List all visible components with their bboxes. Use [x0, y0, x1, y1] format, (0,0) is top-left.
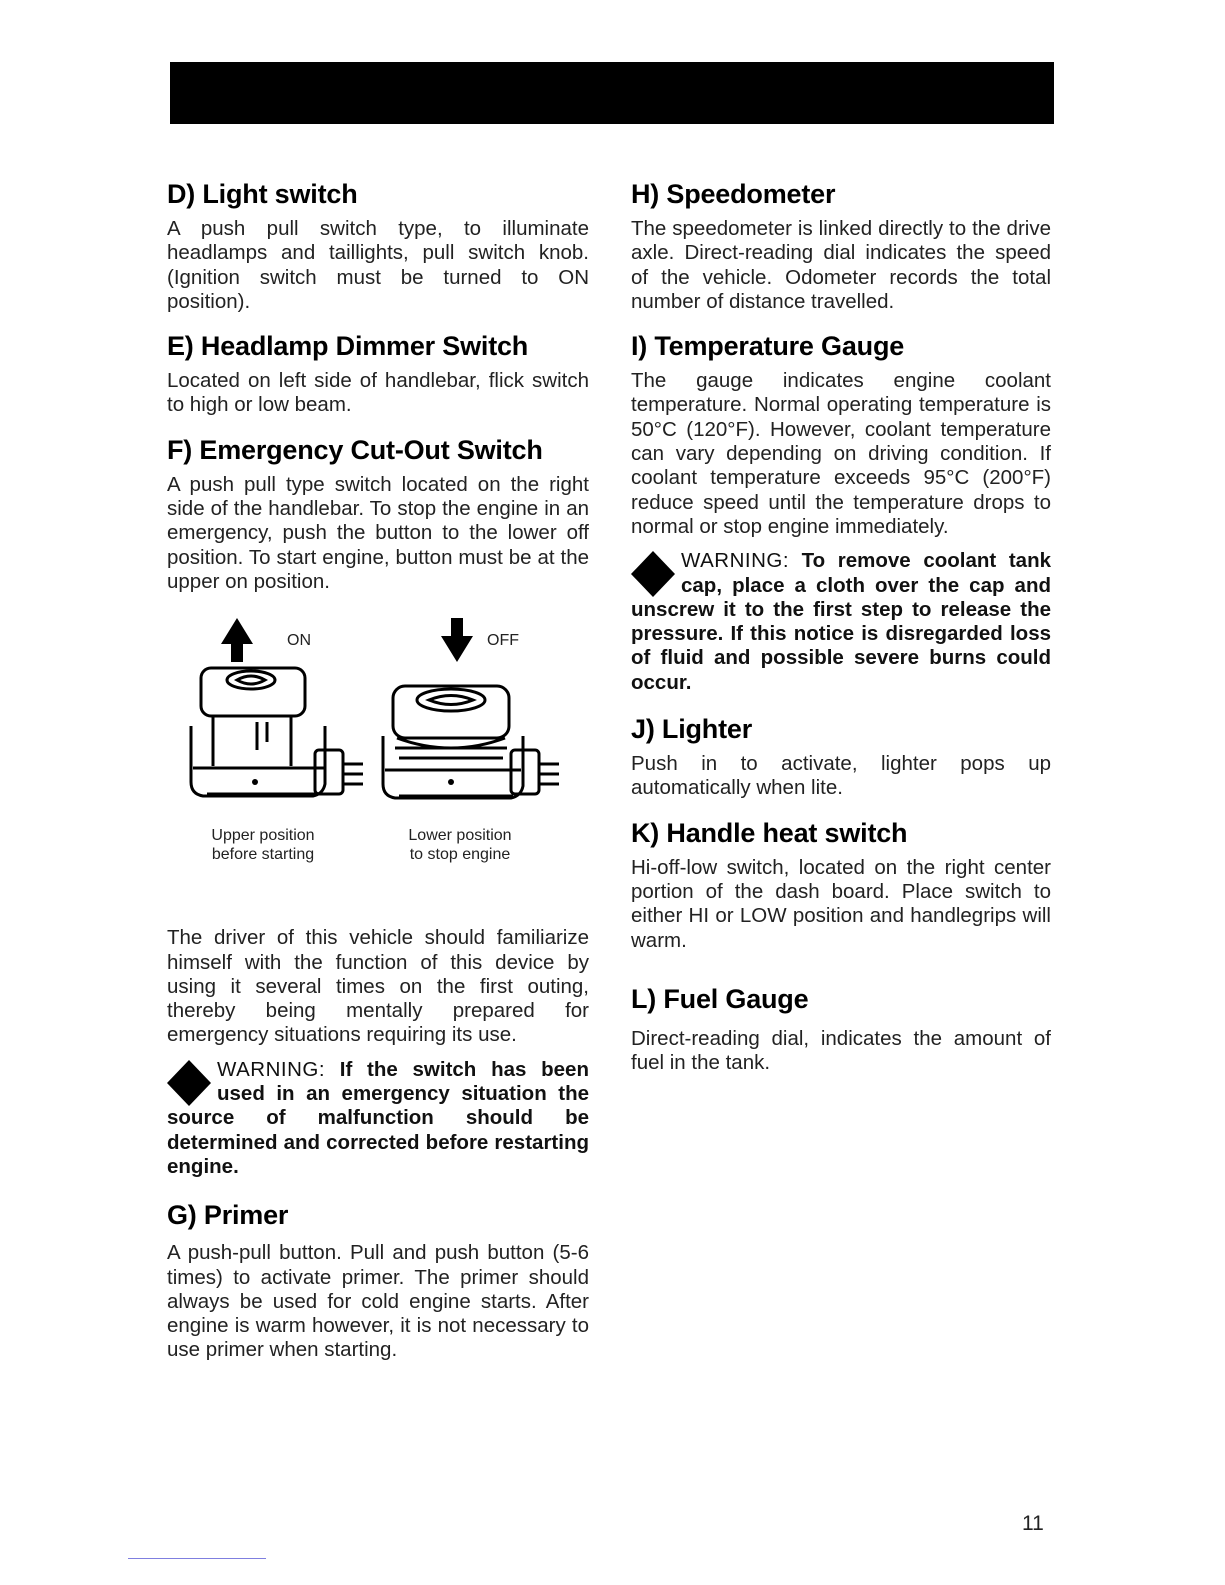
heading-speedometer: H) Speedometer	[631, 179, 836, 209]
section-primer	[167, 1199, 589, 1362]
warning-coolant	[631, 549, 1051, 695]
text-driver-note: The driver of this vehicle should familiarize himself with the function of this device by using it several times on the first outing, thereby being mentally prepared for emergency situations requiring its use.	[167, 926, 589, 1047]
page-number: 11	[1022, 1512, 1044, 1535]
caption-upper	[193, 826, 333, 864]
header-bar	[170, 62, 1054, 124]
warning-coolant-body: To remove coolant tank cap, place a cloth over the cap and unscrew it to the first step to release the pressure. If this notice is disregarded loss of fluid and possible severe burns could occur.	[631, 549, 1051, 694]
heading-lighter: J) Lighter	[631, 714, 753, 745]
heading-light-switch: D) Light switch	[167, 179, 358, 209]
section-driver-note	[167, 926, 589, 1047]
caption-upper-line-1: Upper position	[211, 827, 315, 845]
section-speedometer	[631, 178, 1051, 314]
text-speedometer: The speedometer is linked directly to the drive axle. Direct-reading dial indicates the speed of the vehicle. Odometer records the total number of distance travelled.	[631, 217, 1051, 313]
section-fuel-gauge	[631, 983, 1051, 1076]
heading-fuel-gauge: L) Fuel Gauge	[631, 983, 809, 1014]
heading-headlamp-dimmer: E) Headlamp Dimmer Switch	[167, 331, 529, 362]
heading-handle-heat: K) Handle heat switch	[631, 817, 908, 848]
caption-lower-line-2: to stop engine	[409, 846, 511, 864]
cutout-switch-illustration	[167, 618, 589, 858]
right-column	[631, 178, 1051, 1091]
section-headlamp-dimmer	[167, 330, 589, 418]
text-fuel-gauge: Direct-reading dial, indicates the amount of fuel in the tank.	[631, 1026, 1051, 1075]
warning-diamond-icon	[167, 1060, 211, 1106]
warning-cutout-body: If the switch has been used in an emergency situation the source of malfunction should be determined and corrected before restarting engine.	[167, 1057, 589, 1178]
caption-lower	[385, 826, 535, 864]
text-handle-heat: Hi-off-low switch, located on the right center portion of the dash board. Place switch to either HI or LOW position and handlegrips will warm.	[631, 855, 1051, 952]
heading-emergency-cutout: F) Emergency Cut-Out Switch	[167, 434, 543, 465]
warning-cutout-lead: WARNING:	[217, 1057, 326, 1081]
text-light-switch: A push pull switch type, to illuminate headlamps and taillights, pull switch knob. (Ignition switch must be turned to ON position).	[167, 217, 589, 313]
text-temperature-gauge: The gauge indicates engine coolant temperature. Normal operating temperature is 50°C (120°F). However, coolant temperature can vary depending on driving condition. If coolant temperature exceeds 95°C (200°F) reduce speed until the temperature drops to normal or stop engine immediately.	[631, 369, 1051, 538]
caption-upper-line-2: before starting	[211, 846, 315, 864]
text-primer: A push-pull button. Pull and push button (5-6 times) to activate primer. The primer should always be used for cold engine starts. After engine is warm however, it is not necessary to use primer when starting.	[167, 1241, 589, 1362]
section-lighter	[631, 713, 1051, 801]
caption-lower-line-1: Lower position	[408, 827, 512, 845]
section-temperature-gauge	[631, 330, 1051, 539]
left-column	[167, 178, 589, 1379]
label-off: OFF	[487, 632, 519, 650]
cutout-switch-figure	[167, 618, 589, 928]
section-light-switch	[167, 178, 589, 314]
text-headlamp-dimmer: Located on left side of handlebar, flick switch to high or low beam.	[167, 369, 589, 417]
heading-temperature-gauge: I) Temperature Gauge	[631, 331, 905, 362]
warning-coolant-lead: WARNING:	[681, 549, 790, 573]
label-on: ON	[287, 632, 311, 650]
heading-primer: G) Primer	[167, 1200, 289, 1231]
warning-cutout	[167, 1058, 589, 1179]
footer-rule	[128, 1558, 266, 1559]
text-lighter: Push in to activate, lighter pops up automatically when lite.	[631, 752, 1051, 800]
text-emergency-cutout: A push pull type switch located on the right side of the handlebar. To stop the engine in an emergency, push the button to the lower off position. To start engine, button must be at the upper on position.	[167, 472, 589, 593]
section-handle-heat	[631, 817, 1051, 953]
warning-diamond-icon	[631, 551, 675, 597]
section-emergency-cutout	[167, 434, 589, 594]
